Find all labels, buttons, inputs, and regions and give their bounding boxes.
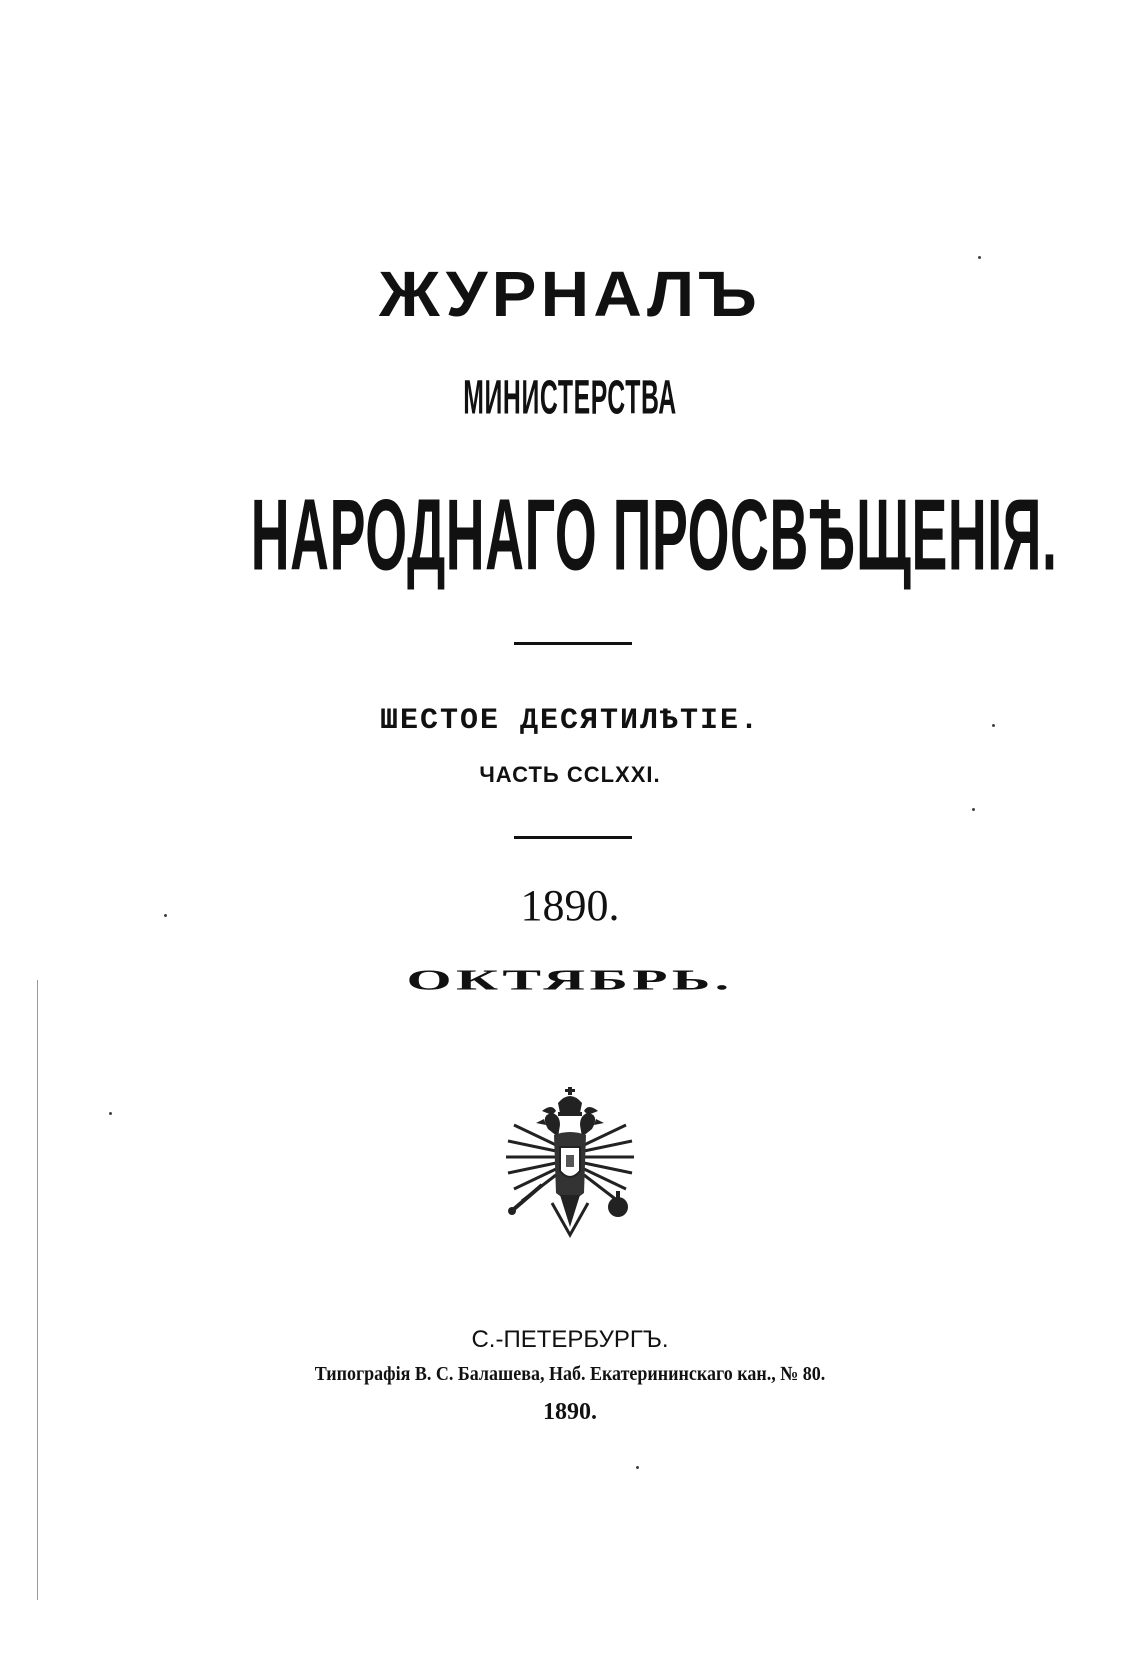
imprint-year: 1890. (543, 1399, 597, 1425)
scan-speck (109, 1112, 112, 1115)
journal-title: ЖУРНАЛЪ (379, 258, 761, 330)
scan-speck (978, 256, 981, 259)
divider-rule (514, 836, 632, 839)
scan-speck (636, 1466, 639, 1469)
issue-month: ОКТЯБРЬ. (406, 963, 734, 996)
scan-speck (972, 808, 975, 811)
part-number: ЧАСТЬ CCLXXI. (479, 762, 661, 787)
decade-line: ШЕСТОЕ ДЕСЯТИЛѢТІЕ. (379, 704, 761, 738)
imprint-city: С.-ПЕТЕРБУРГЪ. (471, 1326, 669, 1353)
issue-year: 1890. (520, 881, 620, 930)
enlightenment-line: НАРОДНАГО ПРОСВѢЩЕНІЯ. (250, 479, 1058, 592)
scan-speck (992, 724, 995, 727)
scan-speck (164, 914, 167, 917)
double-headed-eagle-icon (500, 1085, 640, 1240)
imprint-printer: Типографія В. С. Балашева, Наб. Екатерининскаго кан., № 80. (314, 1363, 826, 1385)
scan-edge-line (37, 980, 38, 1600)
ministry-line: МИНИСТЕРСТВА (463, 371, 677, 425)
divider-rule (514, 642, 632, 645)
